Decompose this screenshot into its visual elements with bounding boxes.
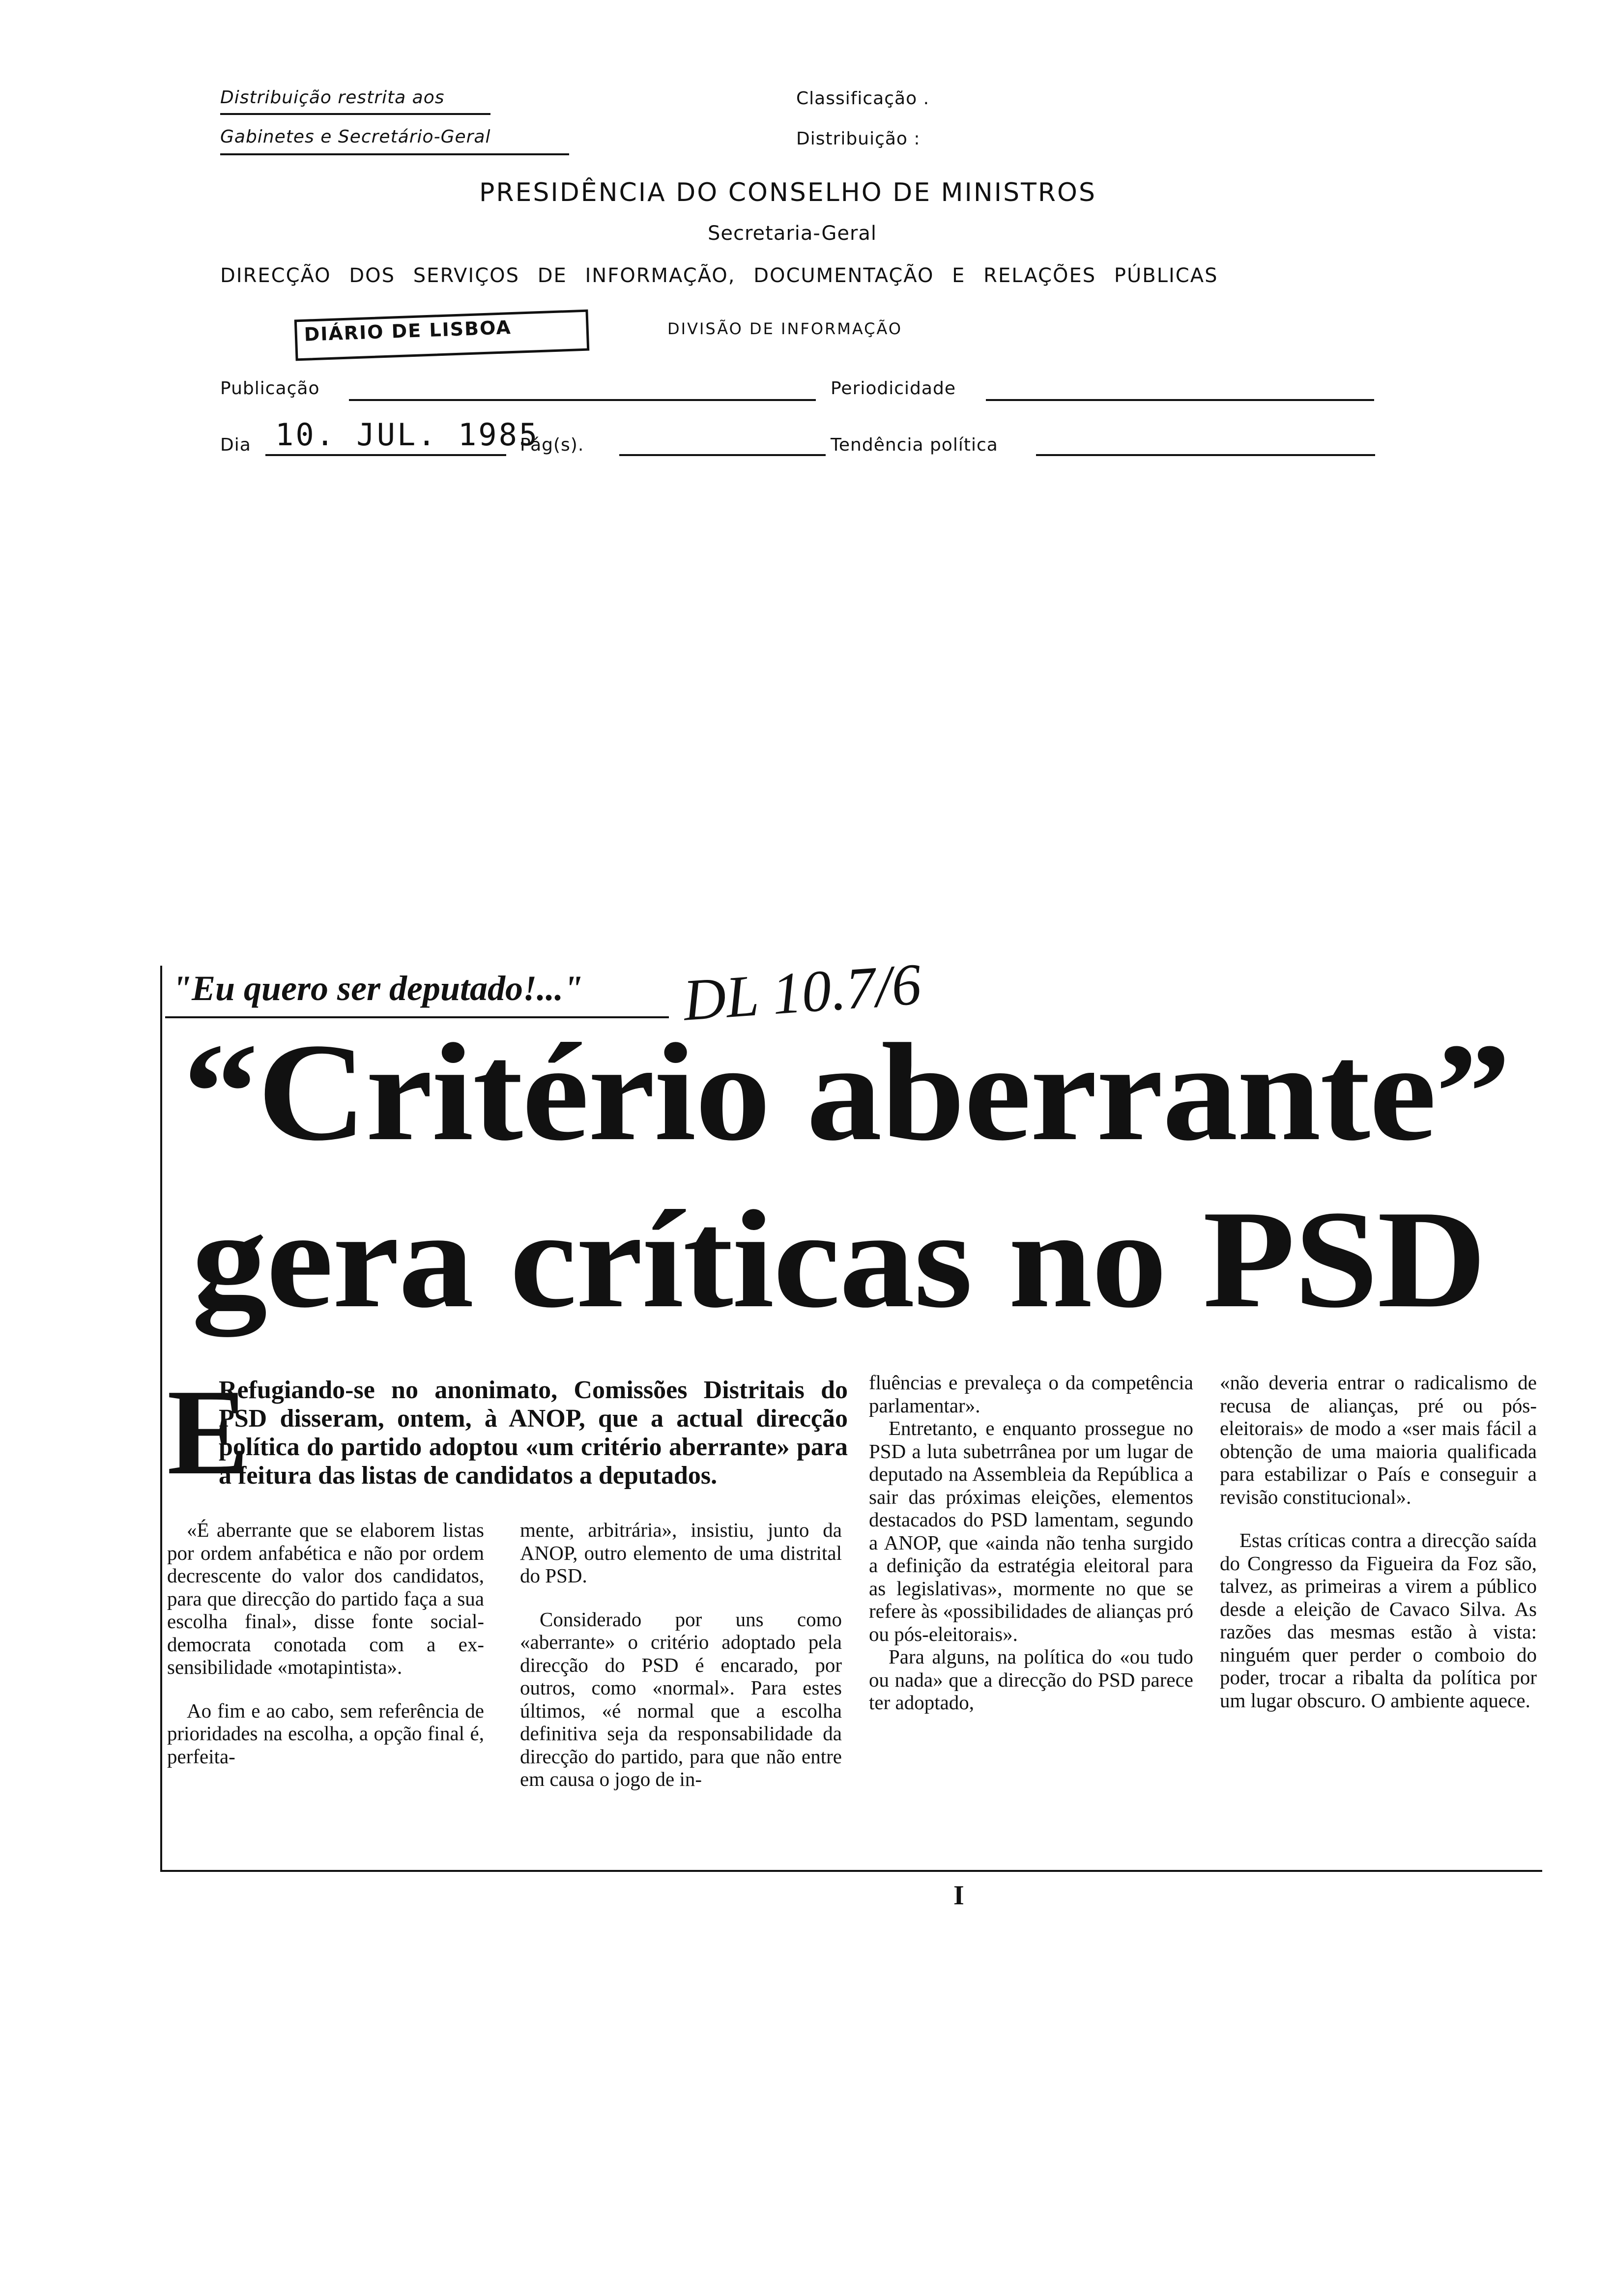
distribution-label: Distribuição : [796, 129, 921, 149]
article-column-2 [520, 1519, 842, 1791]
tendencia-field-line [1036, 454, 1375, 456]
distribution-restricted-line2: Gabinetes e Secretário-Geral [220, 127, 491, 147]
paragraph: «É aberrante que se elaborem listas por ordem anfabética e não por ordem decrescente do valor dos candidatos, para que direcção do partido faça a sua escolha final», disse fonte social-democrata conotada com a ex-sensibilidade «motapintista». [167, 1519, 484, 1678]
clipping-left-border [160, 966, 162, 1870]
paragraph: mente, arbitrária», insistiu, junto da ANOP, outro elemento de uma distrital do PSD. [520, 1519, 842, 1587]
paragraph: Ao fim e ao cabo, sem referência de prioridades na escolha, a opção final é, perfeita- [167, 1699, 484, 1768]
stamp-text: DIÁRIO DE LISBOA [304, 316, 512, 345]
periodicidade-label: Periodicidade [831, 378, 956, 399]
page-mark: I [953, 1880, 964, 1911]
lead-dropcap: E [167, 1364, 249, 1500]
dia-value: 10. JUL. 1985 [275, 417, 540, 453]
org-title: PRESIDÊNCIA DO CONSELHO DE MINISTROS [479, 178, 1096, 207]
article-column-3 [869, 1371, 1193, 1714]
article-column-4 [1220, 1371, 1537, 1712]
article-column-1 [167, 1519, 484, 1768]
paragraph: «não deveria entrar o radicalismo de recusa de alianças, pré ou pós-eleitorais» de modo a «ser mais fácil a obtenção de uma maioria qualificada para estabilizar o País e conseguir a revisão constitucional». [1220, 1371, 1537, 1508]
division-label: DIVISÃO DE INFORMAÇÃO [667, 319, 903, 338]
publicacao-label: Publicação [220, 378, 320, 399]
direction-line: DIRECÇÃO DOS SERVIÇOS DE INFORMAÇÃO, DOCUMENTAÇÃO E RELAÇÕES PÚBLICAS [220, 264, 1218, 287]
distribution-restricted-line1: Distribuição restrita aos [220, 87, 445, 108]
publication-stamp [294, 310, 590, 361]
pags-label: Pág(s). [520, 435, 584, 455]
paragraph: Estas críticas contra a direcção saída do Congresso da Figueira da Foz são, talvez, as primeiras a virem a público desde a eleição de Cavaco Silva. As razões das mesmas estão à vista: ninguém quer perder o comboio do poder, trocar a ribalta da política por um lugar obscuro. O ambiente aquece. [1220, 1529, 1537, 1712]
periodicidade-field-line [986, 399, 1374, 401]
paragraph: Considerado por uns como «aberrante» o critério adoptado pela direcção do PSD é encarado, por outros, como «normal». Para estes últimos, «é normal que a escolha definitiva seja da responsabilidade da direcção do partido, para que não entre em causa o jogo de in- [520, 1607, 842, 1790]
lead-paragraph: Refugiando-se no anonimato, Comissões Distritais do PSD disseram, ontem, à ANOP, que a actual direcção política do partido adoptou «um critério aberrante» para a feitura das listas de candidatos a deputados. [219, 1376, 848, 1490]
tendencia-label: Tendência política [831, 435, 998, 455]
handwritten-note: DL 10.7/6 [681, 951, 923, 1033]
publicacao-field-line [349, 399, 816, 401]
headline-line2: gera críticas no PSD [192, 1181, 1486, 1337]
paragraph: fluências e prevaleça o da competência parlamentar». [869, 1371, 1193, 1417]
header-rule [220, 153, 569, 155]
clipping-bottom-border [160, 1870, 1542, 1872]
secretaria-label: Secretaria-Geral [708, 222, 877, 245]
dia-label: Dia [220, 435, 251, 455]
dia-field-line [265, 454, 506, 456]
classification-label: Classificação . [796, 88, 930, 109]
paragraph: Entretanto, e enquanto prossegue no PSD a luta subetrrânea por um lugar de deputado na Assembleia da República a sair das próximas eleições, elementos destacados do PSD lamentam, segundo a ANOP, que «ainda não tenha surgido a definição da estratégia eleitoral para as legislativas», mormente no que se refere às «possibilidades de alianças pró ou pós-eleitorais». [869, 1417, 1193, 1645]
pags-field-line [619, 454, 826, 456]
kicker: "Eu quero ser deputado!..." [172, 969, 583, 1008]
header-rule [220, 113, 490, 115]
headline-line1: “Critério aberrante” [183, 1014, 1510, 1170]
paragraph: Para alguns, na política do «ou tudo ou nada» que a direcção do PSD parece ter adoptado, [869, 1645, 1193, 1714]
